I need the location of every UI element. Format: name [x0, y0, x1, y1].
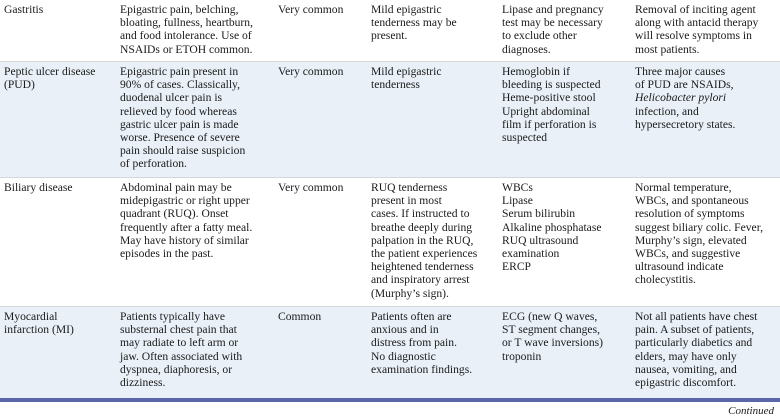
cell-text-line: frequently after a fatty meal. — [120, 220, 253, 234]
cell-text-line: Mild epigastric — [371, 65, 442, 78]
cell-text-line: test may be necessary — [502, 16, 603, 30]
frequency-cell — [274, 307, 367, 401]
tests-cell — [498, 0, 631, 62]
cell-text-line: of perforation. — [120, 157, 187, 171]
cell-text-line: tenderness may be — [371, 16, 457, 30]
exam-cell — [367, 307, 498, 401]
cell-text-line: heightened tenderness — [371, 260, 474, 274]
cell-text-line: RUQ ultrasound — [502, 233, 579, 247]
cell-text-line: and food intolerance. Use of — [120, 29, 252, 43]
symptoms-cell — [116, 62, 274, 178]
cell-text-line: Hemoglobin if — [502, 65, 570, 78]
symptoms-cell — [116, 178, 274, 307]
cell-text-line: ECG (new Q waves, — [502, 310, 598, 323]
cell-text-line: dyspnea, diaphoresis, or — [120, 362, 233, 376]
frequency-cell — [274, 62, 367, 178]
cell-text-line: troponin — [502, 349, 542, 363]
cell-text-line: suggest biliary colic. Fever, — [635, 220, 764, 234]
exam-cell — [367, 0, 498, 62]
cell-text-line: Normal temperature, — [635, 181, 732, 194]
table-row — [0, 307, 780, 401]
condition-cell — [0, 0, 116, 62]
cell-text-line: bloating, fullness, heartburn, — [120, 16, 253, 30]
cell-text-line: Epigastric pain, belching, — [120, 3, 239, 16]
cell-text-line: Helicobacter pylori — [635, 91, 727, 105]
cell-text-line: substernal chest pain that — [120, 323, 237, 337]
exam-cell — [367, 178, 498, 307]
cell-text-line: most patients. — [635, 42, 700, 56]
cell-text-line: present. — [371, 29, 408, 43]
cell-text-line: of PUD are NSAIDs, — [635, 78, 734, 92]
cell-text-line: distress from pain. — [371, 336, 457, 350]
table-bottom-rule — [0, 398, 780, 402]
cell-text-line: examination findings. — [371, 362, 473, 376]
cell-text-line: Lipase — [502, 194, 533, 208]
cell-text-line: the patient experiences — [371, 247, 478, 261]
exam-cell — [367, 62, 498, 178]
cell-text-line: WBCs, and spontaneous — [635, 194, 749, 208]
frequency-cell — [274, 0, 367, 62]
cell-text-line: Very common — [278, 181, 344, 194]
continued-label: Continued — [728, 405, 774, 417]
cell-text-line: Alkaline phosphatase — [502, 220, 602, 234]
cell-text-line: along with antacid therapy — [635, 16, 759, 30]
cell-text-line: Three major causes — [635, 65, 726, 78]
cell-text-line: cholecystitis. — [635, 273, 696, 287]
cell-text-line: (Murphy’s sign). — [371, 286, 449, 300]
cell-text-line: anxious and in — [371, 323, 439, 337]
cell-text-line: cases. If instructed to — [371, 207, 470, 221]
tests-cell — [498, 62, 631, 178]
cell-text-line: WBCs — [502, 181, 533, 194]
cell-text-line: Patients often are — [371, 310, 452, 323]
cell-text-line: midepigastric or right upper — [120, 194, 250, 208]
cell-text-line: epigastric discomfort. — [635, 376, 737, 390]
cell-text-line: pain. A subset of patients, — [635, 323, 755, 337]
cell-text-line: elders, may have only — [635, 349, 737, 363]
condition-cell — [0, 307, 116, 401]
cell-text-line: ERCP — [502, 260, 531, 274]
cell-text-line: jaw. Often associated with — [120, 349, 243, 363]
cell-text-line: May have history of similar — [120, 233, 249, 247]
cell-text-line: Patients typically have — [120, 310, 225, 323]
tests-cell — [498, 307, 631, 401]
cell-text-line: ST segment changes, — [502, 323, 600, 337]
table-row — [0, 62, 780, 178]
notes-cell — [631, 307, 780, 401]
cell-text-line: diagnoses. — [502, 42, 551, 56]
cell-text-line: Very common — [278, 3, 344, 16]
cell-text-line: bleeding is suspected — [502, 78, 601, 92]
condition-cell — [0, 178, 116, 307]
cell-text-line: breathe deeply during — [371, 220, 473, 234]
cell-text-line: examination — [502, 247, 560, 261]
cell-text-line: RUQ tenderness — [371, 181, 448, 194]
cell-text-line: Common — [278, 310, 322, 323]
symptoms-cell — [116, 0, 274, 62]
cell-text-line: (PUD) — [4, 78, 35, 92]
cell-text-line: infection, and — [635, 104, 699, 118]
cell-text-line: palpation in the RUQ, — [371, 233, 474, 247]
cell-text-line: WBCs, and suggestive — [635, 247, 741, 261]
cell-text-line: hypersecretory states. — [635, 117, 736, 131]
symptoms-cell — [116, 307, 274, 401]
cell-text-line: Upright abdominal — [502, 104, 590, 118]
notes-cell — [631, 0, 780, 62]
cell-text-line: and inspiratory arrest — [371, 273, 470, 287]
cell-text-line: tenderness — [371, 78, 420, 92]
cell-text-line: quadrant (RUQ). Onset — [120, 207, 229, 221]
cell-text-line: Gastritis — [4, 3, 44, 16]
cell-text-line: pain should raise suspicion — [120, 144, 246, 158]
cell-text-line: Very common — [278, 65, 344, 78]
condition-cell — [0, 62, 116, 178]
table-row — [0, 0, 780, 62]
cell-text-line: suspected — [502, 131, 548, 145]
cell-text-line: Myocardial — [4, 310, 58, 323]
cell-text-line: gastric ulcer pain is made — [120, 117, 239, 131]
cell-text-line: Peptic ulcer disease — [4, 65, 96, 78]
cell-text-line: Epigastric pain present in — [120, 65, 239, 78]
cell-text-line: Biliary disease — [4, 181, 73, 194]
cell-text-line: to exclude other — [502, 29, 577, 43]
cell-text-line: resolution of symptoms — [635, 207, 745, 221]
cell-text-line: ultrasound indicate — [635, 260, 724, 274]
cell-text-line: Not all patients have chest — [635, 310, 758, 323]
cell-text-line: Mild epigastric — [371, 3, 442, 16]
cell-text-line: infarction (MI) — [4, 323, 74, 337]
cell-text-line: may radiate to left arm or — [120, 336, 239, 350]
table-row — [0, 178, 780, 307]
cell-text-line: NSAIDs or ETOH common. — [120, 42, 253, 56]
cell-text-line: Serum bilirubin — [502, 207, 576, 221]
cell-text-line: episodes in the past. — [120, 247, 214, 261]
cell-text-line: relieved by food whereas — [120, 104, 237, 118]
cell-text-line: particularly diabetics and — [635, 336, 753, 350]
notes-cell — [631, 62, 780, 178]
cell-text-line: Murphy’s sign, elevated — [635, 233, 747, 247]
tests-cell — [498, 178, 631, 307]
cell-text-line: 90% of cases. Classically, — [120, 78, 240, 92]
notes-cell — [631, 178, 780, 307]
cell-text-line: Heme-positive stool — [502, 91, 596, 105]
cell-text-line: nausea, vomiting, and — [635, 362, 737, 376]
cell-text-line: duodenal ulcer pain is — [120, 91, 223, 105]
cell-text-line: Lipase and pregnancy — [502, 3, 604, 16]
frequency-cell — [274, 178, 367, 307]
cell-text-line: Removal of inciting agent — [635, 3, 756, 16]
cell-text-line: or T wave inversions) — [502, 336, 603, 350]
cell-text-line: will resolve symptoms in — [635, 29, 752, 43]
cell-text-line: Abdominal pain may be — [120, 181, 232, 194]
cell-text-line: present in most — [371, 194, 442, 208]
cell-text-line: dizziness. — [120, 376, 166, 390]
cell-text-line: worse. Presence of severe — [120, 131, 240, 145]
cell-text-line: film if perforation is — [502, 117, 597, 131]
cell-text-line: No diagnostic — [371, 349, 436, 363]
